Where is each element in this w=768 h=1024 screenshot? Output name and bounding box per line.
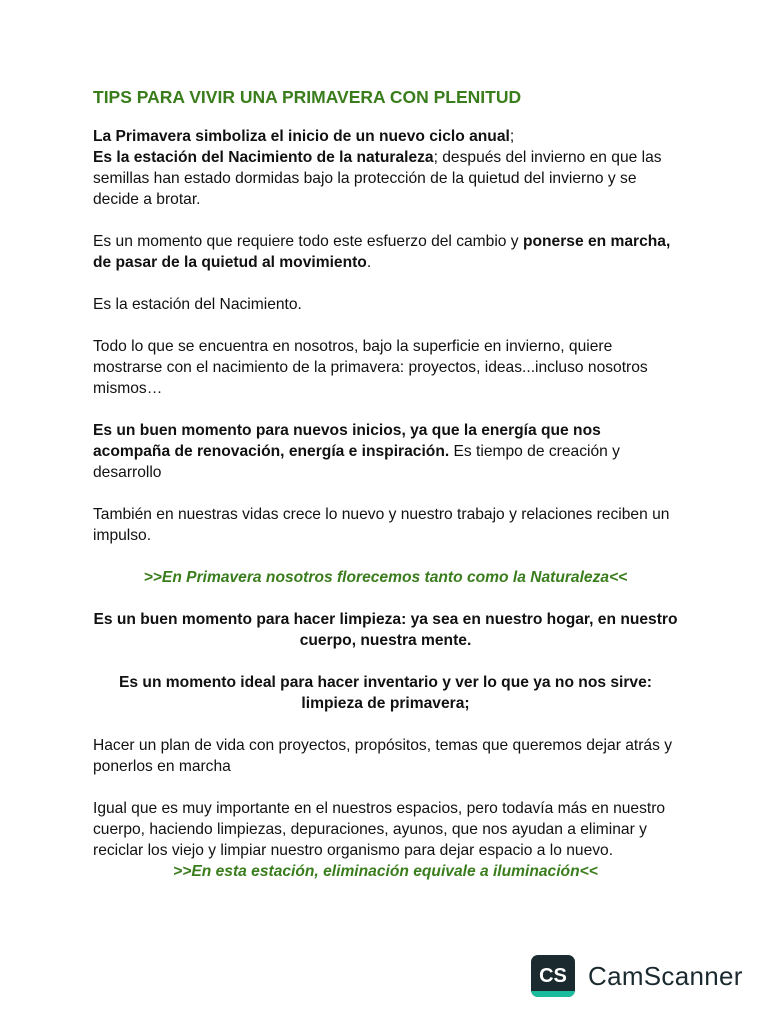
camscanner-wordmark: CamScanner	[588, 960, 743, 991]
camscanner-icon	[531, 955, 575, 997]
quote-eliminacion: >>En esta estación, eliminación equivale a iluminación<<	[173, 863, 598, 880]
beginnings-bold: Es un buen momento para nuevos inicios, ya que la energía que nos acompaña de renovación, energía e inspiración.	[93, 422, 601, 460]
paragraph-cleaning: Es un buen momento para hacer limpieza: ya sea en nuestro hogar, en nuestro cuerpo, nuestra mente.	[93, 611, 678, 649]
intro-text-1: ;	[509, 128, 515, 145]
intro-text-2: ; después del invierno en que las semillas han estado dormidas bajo la protección de la quietud del invierno y se decide a brotar.	[93, 149, 662, 208]
document-title: TIPS PARA VIVIR UNA PRIMAVERA CON PLENITUD	[93, 87, 522, 107]
camscanner-logo	[531, 955, 743, 997]
paragraph-new-beginnings	[93, 420, 678, 483]
beginnings-text: Es tiempo de creación y desarrollo	[93, 443, 620, 481]
camscanner-icon-bar	[531, 991, 575, 997]
camscanner-icon-text: CS	[539, 964, 567, 987]
paragraph-body-cleanse: Igual que es muy importante en el nuestros espacios, pero todavía más en nuestro cuerpo, haciendo limpiezas, depuraciones, ayunos, que nos ayudan a eliminar y reciclar los viejo y limpiar nuestro organismo para dejar espacio a lo nuevo.	[93, 800, 666, 859]
paragraph-growth: También en nuestras vidas crece lo nuevo y nuestro trabajo y relaciones reciben un impulso.	[93, 506, 670, 544]
paragraph-surface: Todo lo que se encuentra en nosotros, bajo la superficie en invierno, quiere mostrarse con el nacimiento de la primavera: proyectos, ideas...incluso nosotros mismos…	[93, 338, 648, 397]
quote-florecemos: >>En Primavera nosotros florecemos tanto como la Naturaleza<<	[143, 569, 628, 586]
paragraph-inventory: Es un momento ideal para hacer inventario y ver lo que ya no nos sirve: limpieza de primavera;	[119, 674, 652, 712]
change-text-1: Es un momento que requiere todo este esfuerzo del cambio y	[93, 233, 523, 250]
paragraph-birth: Es la estación del Nacimiento.	[93, 296, 302, 313]
paragraph-intro	[93, 126, 678, 210]
paragraph-change	[93, 231, 678, 273]
document-body	[93, 86, 678, 903]
intro-bold-1: La Primavera simboliza el inicio de un nuevo ciclo anual	[93, 128, 510, 145]
change-bold: ponerse en marcha, de pasar de la quietud al movimiento	[93, 233, 671, 271]
paragraph-life-plan: Hacer un plan de vida con proyectos, propósitos, temas que queremos dejar atrás y ponerlos en marcha	[93, 737, 673, 775]
intro-bold-2: Es la estación del Nacimiento de la naturaleza	[93, 149, 434, 166]
change-text-2: .	[366, 254, 372, 271]
